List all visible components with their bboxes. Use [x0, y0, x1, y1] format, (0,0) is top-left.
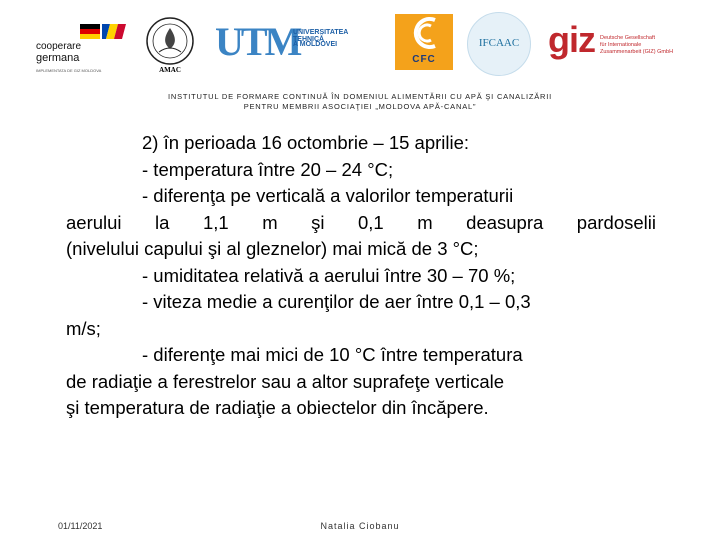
ifcaac-logo	[467, 12, 531, 76]
utm-mark: UTM	[215, 19, 300, 64]
cooperare-text: cooperare	[36, 41, 82, 52]
content-line: - diferenţe mai mici de 10 °C între temperatura	[142, 344, 523, 365]
cooperare-germana-logo	[36, 22, 126, 78]
institute-title-line2: PENTRU MEMBRII ASOCIAŢIEI „MOLDOVA APĂ-CANAL”	[243, 102, 477, 111]
content-line: (nivelului capului şi al gleznelor) mai mică de 3 °C;	[66, 238, 479, 259]
content-line	[66, 210, 656, 237]
giz-text-line2: für Internationale	[600, 42, 642, 48]
content-line: de radiaţie a ferestrelor sau a altor suprafeţe verticale	[66, 370, 505, 392]
content-line: m/s;	[66, 317, 101, 339]
content-line: - umiditatea relativă a aerului între 30 – 70 %;	[142, 264, 516, 286]
content-fragment: aerului la	[66, 211, 170, 233]
content-line: - viteza medie a curenţilor de aer între 0,1 – 0,3	[142, 291, 531, 312]
cooperare-subtext: IMPLEMENTATA DE GIZ MOLDOVA	[36, 68, 102, 73]
giz-logo	[548, 19, 698, 67]
utm-logo	[215, 20, 375, 70]
content-line: şi temperatura de radiaţie a obiectelor din încăpere.	[66, 397, 489, 418]
institute-title-line1: INSTITUTUL DE FORMARE CONTINUĂ ÎN DOMENIUL ALIMENTĂRII CU APĂ ŞI CANALIZĂRII	[167, 92, 553, 101]
utm-name-line1: UNIVERSITATEA TEHNICĂ	[293, 29, 349, 43]
flags-icon	[36, 22, 126, 42]
cfc-logo	[395, 14, 453, 70]
ifcaac-label: IFCAAC	[478, 37, 520, 49]
footer-author: Natalia Ciobanu	[320, 521, 400, 531]
logo-bar	[0, 0, 720, 90]
amac-emblem-icon	[145, 16, 195, 66]
cfc-emblem-icon	[395, 14, 453, 52]
content-line: - diferenţa pe verticală a valorilor temperaturii	[142, 185, 514, 206]
utm-name-line2: A MOLDOVEI	[293, 41, 338, 48]
germana-text: germana	[36, 52, 80, 64]
amac-label: AMAC	[159, 66, 181, 74]
footer-date: 01/11/2021	[58, 521, 103, 531]
giz-mark: giz	[548, 19, 595, 60]
cfc-label: CFC	[412, 54, 436, 65]
giz-text-line1: Deutsche Gesellschaft	[600, 35, 656, 41]
content-fragment: 1,1 m şi 0,1 m deasupra pardoselii	[202, 211, 656, 233]
amac-logo	[145, 16, 195, 78]
content-line: 2) în perioada 16 octombrie – 15 aprilie:	[142, 132, 470, 153]
content-line: - temperatura între 20 – 24 °C;	[142, 158, 394, 180]
giz-text-line3: Zusammenarbeit (GIZ) GmbH	[600, 49, 674, 55]
slide-content	[66, 130, 656, 422]
